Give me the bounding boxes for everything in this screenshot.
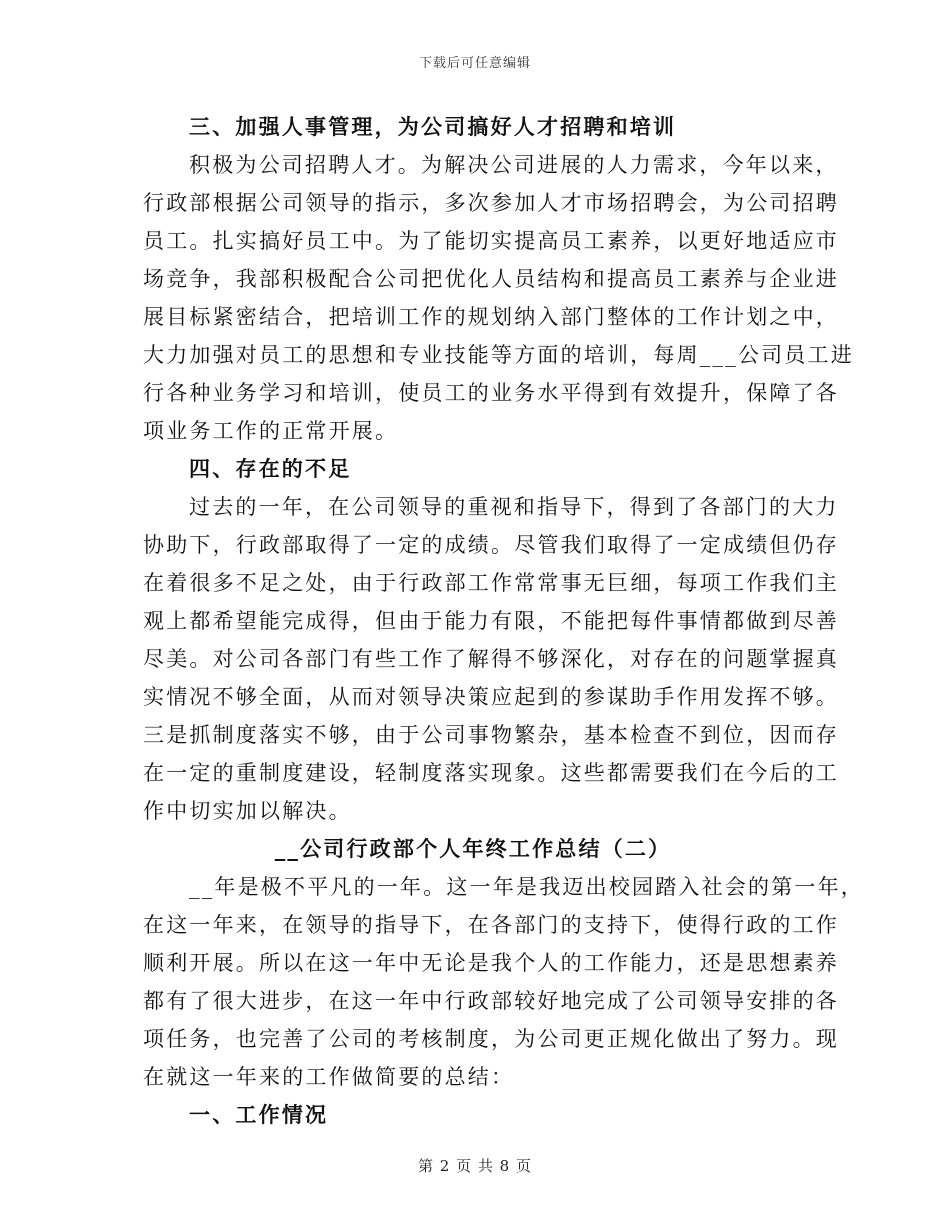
paragraph-line: 大力加强对员工的思想和专业技能等方面的培训，每周___公司员工进 [143, 343, 854, 367]
paragraph-line: 尽美。对公司各部门有些工作了解得不够深化，对存在的问题掌握真 [143, 647, 839, 671]
section-heading-1: 一、工作情况 [189, 1102, 329, 1127]
document-title: __公司行政部个人年终工作总结（二） [274, 836, 672, 861]
paragraph-line: 作中切实加以解决。 [143, 799, 352, 823]
paragraph-line: 场竞争，我部积极配合公司把优化人员结构和提高员工素养与企业进 [143, 267, 839, 291]
paragraph-line: 行政部根据公司领导的指示，多次参加人才市场招聘会，为公司招聘 [143, 191, 839, 215]
paragraph-line: 行各种业务学习和培训，使员工的业务水平得到有效提升，保障了各 [143, 381, 839, 405]
paragraph-line: __年是极不平凡的一年。这一年是我迈出校园踏入社会的第一年， [189, 875, 864, 899]
paragraph-line: 观上都希望能完成得，但由于能力有限，不能把每件事情都做到尽善 [143, 609, 839, 633]
paragraph-line: 员工。扎实搞好员工中。为了能切实提高员工素养，以更好地适应市 [143, 229, 839, 253]
paragraph-line: 顺利开展。所以在这一年中无论是我个人的工作能力，还是思想素养 [143, 951, 839, 975]
paragraph-line: 展目标紧密结合，把培训工作的规划纳入部门整体的工作计划之中， [143, 305, 839, 329]
page-number: 第 2 页 共 8 页 [418, 1157, 532, 1175]
page-header: 下载后可任意编辑 [418, 56, 531, 71]
paragraph-line: 积极为公司招聘人才。为解决公司进展的人力需求，今年以来， [189, 153, 839, 177]
paragraph-line: 在就这一年来的工作做简要的总结： [143, 1065, 515, 1089]
paragraph-line: 过去的一年，在公司领导的重视和指导下，得到了各部门的大力 [189, 495, 839, 519]
section-heading-3: 三、加强人事管理，为公司搞好人才招聘和培训 [189, 114, 677, 139]
paragraph-line: 实情况不够全面，从而对领导决策应起到的参谋助手作用发挥不够。 [143, 685, 839, 709]
paragraph-line: 项任务，也完善了公司的考核制度，为公司更正规化做出了努力。现 [143, 1027, 839, 1051]
paragraph-line: 在这一年来，在领导的指导下，在各部门的支持下，使得行政的工作 [143, 913, 839, 937]
paragraph-line: 项业务工作的正常开展。 [143, 419, 399, 443]
paragraph-line: 在一定的重制度建设，轻制度落实现象。这些都需要我们在今后的工 [143, 761, 839, 785]
paragraph-line: 协助下，行政部取得了一定的成绩。尽管我们取得了一定成绩但仍存 [143, 533, 839, 557]
paragraph-line: 都有了很大进步，在这一年中行政部较好地完成了公司领导安排的各 [143, 989, 839, 1013]
document-body [143, 108, 864, 1134]
paragraph-line: 三是抓制度落实不够，由于公司事物繁杂，基本检查不到位，因而存 [143, 723, 839, 747]
section-heading-4: 四、存在的不足 [189, 456, 352, 481]
paragraph-line: 在着很多不足之处，由于行政部工作常常事无巨细，每项工作我们主 [143, 571, 839, 595]
